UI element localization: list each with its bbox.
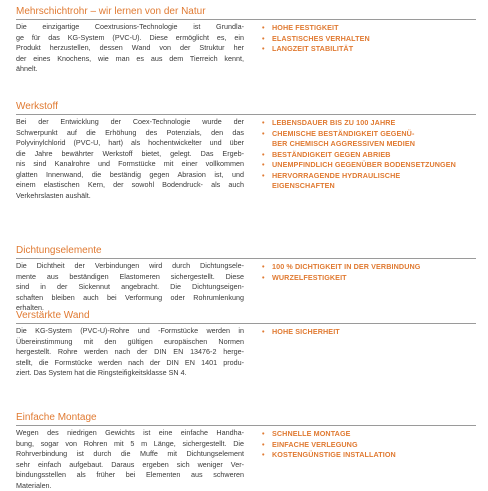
bullet-list — [262, 428, 472, 491]
bullet-item — [262, 450, 472, 461]
bullet-item — [262, 44, 472, 55]
section — [16, 245, 476, 314]
bullet-text: WURZELFESTIGKEIT — [272, 273, 472, 284]
paragraph-line: sehr einfach aufgebaut. Daraus ergeben sich weniger Ver- — [16, 460, 244, 471]
bullet-dot-icon: • — [262, 44, 272, 55]
paragraph-line: Polyvinylchlorid (PVC-U, hart) als hochentwickelter und über — [16, 138, 244, 149]
section-heading: Verstärkte Wand — [16, 310, 476, 324]
bullet-list — [262, 117, 472, 201]
bullet-dot-icon: • — [262, 129, 272, 150]
paragraph-line: stellt, die Formstücke werden nach der DIN EN 1401 produ- — [16, 358, 244, 369]
paragraph-line: nis sind Kanalrohre und Formstücke mit einer vollkommen — [16, 159, 244, 170]
paragraph-line: Verkehrslasten aushält. — [16, 191, 244, 202]
section-paragraph — [16, 22, 244, 75]
bullet-text: KOSTENGÜNSTIGE INSTALLATION — [272, 450, 472, 461]
bullet-dot-icon: • — [262, 327, 272, 338]
bullet-dot-icon: • — [262, 450, 272, 461]
bullet-text: LANGZEIT STABILITÄT — [272, 44, 472, 55]
paragraph-line: Übereinstimmung mit den gültigen europäischen Normen — [16, 337, 244, 348]
paragraph-line: Bei der Entwicklung der Coex-Technologie wurde der — [16, 117, 244, 128]
bullet-item — [262, 118, 472, 129]
bullet-item — [262, 160, 472, 171]
section-heading: Mehrschichtrohr – wir lernen von der Natur — [16, 6, 476, 20]
bullet-item — [262, 429, 472, 440]
paragraph-line: Die KG-System (PVC-U)-Rohre und -Formstücke werden in — [16, 326, 244, 337]
paragraph-line: glatten Innenwand, die beständig gegen Abrasion ist, und — [16, 170, 244, 181]
bullet-list — [262, 261, 472, 314]
bullet-item — [262, 150, 472, 161]
paragraph-line: Wegen des niedrigen Gewichts ist eine einfache Handha- — [16, 428, 244, 439]
bullet-dot-icon: • — [262, 34, 272, 45]
section — [16, 412, 476, 491]
bullet-text: CHEMISCHE BESTÄNDIGKEIT GEGENÜ- BER CHEMISCH AGGRESSIVEN MEDIEN — [272, 129, 472, 150]
bullet-item — [262, 171, 472, 192]
bullet-text: EINFACHE VERLEGUNG — [272, 440, 472, 451]
paragraph-line: schaften bleiben auch bei Verformung oder Rohrumlenkung — [16, 293, 244, 304]
paragraph-line: Die einzigartige Coextrusions-Technologie ist Grundla- — [16, 22, 244, 33]
paragraph-line: ge für das KG-System (PVC-U). Diese ermöglicht es, ein — [16, 33, 244, 44]
section — [16, 6, 476, 75]
bullet-dot-icon: • — [262, 262, 272, 273]
bullet-list — [262, 326, 472, 379]
bullet-dot-icon: • — [262, 150, 272, 161]
paragraph-line: Materialen. — [16, 481, 244, 491]
bullet-dot-icon: • — [262, 118, 272, 129]
bullet-text: HOHE FESTIGKEIT — [272, 23, 472, 34]
bullet-dot-icon: • — [262, 171, 272, 192]
bullet-dot-icon: • — [262, 273, 272, 284]
paragraph-line: bung, sogar von Rohren mit 5 m Länge, sichergestellt. Die — [16, 439, 244, 450]
bullet-text: SCHNELLE MONTAGE — [272, 429, 472, 440]
bullet-text: 100 % DICHTIGKEIT IN DER VERBINDUNG — [272, 262, 472, 273]
bullet-dot-icon: • — [262, 160, 272, 171]
section-heading: Einfache Montage — [16, 412, 476, 426]
paragraph-line: die Jahre bewährter Werkstoff bietet, gelegt. Das Ergeb- — [16, 149, 244, 160]
paragraph-line: Schwerpunkt auf die Erhöhung des Potenzials, den das — [16, 128, 244, 139]
section-paragraph — [16, 261, 244, 314]
paragraph-line: bindungsstellen als früher bei Elementen aus schweren — [16, 470, 244, 481]
bullet-item — [262, 23, 472, 34]
paragraph-line: mente aus beständigen Elastomeren sichergestellt. Diese — [16, 272, 244, 283]
paragraph-line: erhalten. — [16, 303, 244, 314]
paragraph-line: einem elastischen Kern, der sowohl Bodendruck- als auch — [16, 180, 244, 191]
bullet-item — [262, 34, 472, 45]
paragraph-line: der eines Knochens, wie man es aus dem Tierreich kennt, — [16, 54, 244, 65]
bullet-dot-icon: • — [262, 429, 272, 440]
section-paragraph — [16, 428, 244, 491]
paragraph-line: Produkt herzustellen, dessen Wand von der Struktur her — [16, 43, 244, 54]
paragraph-line: ziert. Das System hat die Ringsteifigkeitsklasse SN 4. — [16, 368, 244, 379]
bullet-text: BESTÄNDIGKEIT GEGEN ABRIEB — [272, 150, 472, 161]
paragraph-line: Rohrverbindung ist durch die Muffe mit Dichtungselement — [16, 449, 244, 460]
bullet-dot-icon: • — [262, 440, 272, 451]
section — [16, 310, 476, 379]
section-paragraph — [16, 117, 244, 201]
bullet-text: ELASTISCHES VERHALTEN — [272, 34, 472, 45]
paragraph-line: hergestellt. Rohre werden nach der DIN EN 13476-2 herge- — [16, 347, 244, 358]
bullet-text: HERVORRAGENDE HYDRAULISCHE EIGENSCHAFTEN — [272, 171, 472, 192]
bullet-item — [262, 262, 472, 273]
bullet-text: UNEMPFINDLICH GEGENÜBER BODENSETZUNGEN — [272, 160, 472, 171]
paragraph-line: ähnelt. — [16, 64, 244, 75]
bullet-item — [262, 129, 472, 150]
bullet-text: LEBENSDAUER BIS ZU 100 JAHRE — [272, 118, 472, 129]
section-heading: Werkstoff — [16, 101, 476, 115]
paragraph-line: sind in der Sickennut angebracht. Die Dichtungseigen- — [16, 282, 244, 293]
bullet-text: HOHE SICHERHEIT — [272, 327, 472, 338]
section — [16, 101, 476, 201]
section-paragraph — [16, 326, 244, 379]
section-heading: Dichtungselemente — [16, 245, 476, 259]
bullet-list — [262, 22, 472, 75]
bullet-item — [262, 440, 472, 451]
bullet-item — [262, 273, 472, 284]
bullet-item — [262, 327, 472, 338]
paragraph-line: Die Dichtheit der Verbindungen wird durch Dichtungsele- — [16, 261, 244, 272]
bullet-dot-icon: • — [262, 23, 272, 34]
